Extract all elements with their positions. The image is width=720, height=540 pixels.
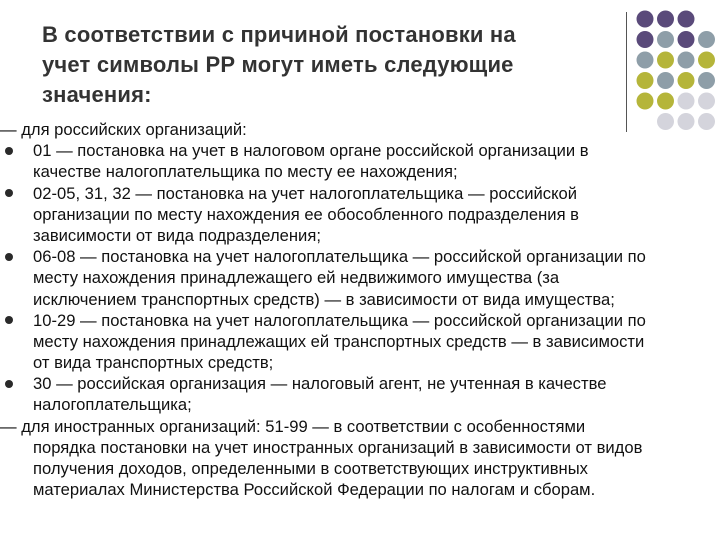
list-item-continuation: от вида транспортных средств; [33,353,274,373]
list-item-continuation: исключением транспортных средств) — в зависимости от вида имущества; [33,289,615,309]
list-item: 02-05, 31, 32 — постановка на учет налогоплательщика — российской [0,183,718,204]
paragraph-continuation: получения доходов, определенными в соответствующих инструктивных [33,459,588,478]
section-heading-russian: — для российских организаций: [0,120,247,139]
bullet-icon [5,316,13,324]
paragraph-continuation: материалах Министерства Российской Федерации по налогам и сборам. [33,480,596,500]
decorative-dot [637,52,654,69]
list-item-continuation: организации по месту нахождения ее обособленного подразделения в [33,204,579,224]
bullet-icon [5,147,13,155]
divider-line [626,12,627,132]
bullet-icon [5,380,13,388]
decorative-dot [678,72,695,89]
decorative-dot [657,52,674,69]
decorative-dot [698,31,715,48]
decorative-dot [698,93,715,110]
list-item: 10-29 — постановка на учет налогоплательщика — российской организации по [0,310,718,331]
list-item-continuation: месту нахождения принадлежащих ей транспортных средств — в зависимости [33,331,645,351]
list-item: 01 — постановка на учет в налоговом органе российской организации в [0,140,718,161]
title-line: значения: [42,82,152,107]
title-line: В соответствии с причиной постановки на [42,22,516,47]
decorative-dot [657,72,674,89]
list-item-continuation: зависимости от вида подразделения; [33,225,321,245]
decorative-dot [678,93,695,110]
decorative-dot [678,52,695,69]
paragraph-continuation: порядка постановки на учет иностранных организаций в зависимости от видов [33,437,643,457]
decorative-dot [637,31,654,48]
decorative-dot [678,11,695,28]
list-item: 30 — российская организация — налоговый агент, не учтенная в качестве [0,373,718,394]
decorative-dot [698,52,715,69]
decorative-dot [698,72,715,89]
title-line: учет символы РР могут иметь следующие [42,52,514,77]
list-item-continuation: налогоплательщика; [33,395,192,415]
list-item-continuation: месту нахождения принадлежащего ей недвижимого имущества (за [33,268,560,288]
decorative-dot [657,93,674,110]
decorative-dot [657,31,674,48]
section-heading-foreign: — для иностранных организаций: 51-99 — в соответствии с особенностями [0,416,586,436]
decorative-dot [657,11,674,28]
slide-body [0,119,718,500]
decorative-dot [637,93,654,110]
slide-title [42,20,602,110]
list-item-continuation: качестве налогоплательщика по месту ее нахождения; [33,162,458,182]
bullet-icon [5,253,13,261]
decorative-dot [637,11,654,28]
decorative-dot-grid [635,9,719,134]
bullet-icon [5,189,13,197]
decorative-dot [637,72,654,89]
decorative-dot [678,31,695,48]
list-item: 06-08 — постановка на учет налогоплательщика — российской организации по [0,246,718,267]
